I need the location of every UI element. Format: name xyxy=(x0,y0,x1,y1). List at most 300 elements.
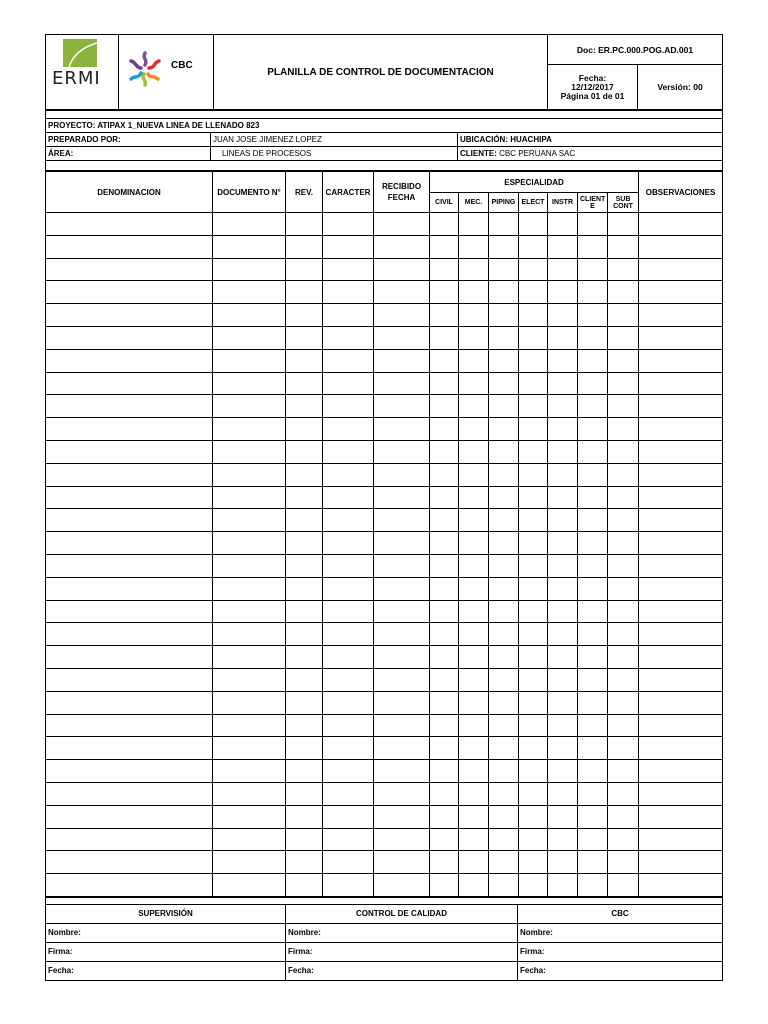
table-cell[interactable] xyxy=(639,258,723,281)
table-cell[interactable] xyxy=(459,395,489,418)
table-cell[interactable] xyxy=(578,737,608,760)
table-cell[interactable] xyxy=(286,577,323,600)
table-cell[interactable] xyxy=(213,281,286,304)
table-cell[interactable] xyxy=(519,874,548,897)
table-cell[interactable] xyxy=(519,372,548,395)
table-cell[interactable] xyxy=(578,326,608,349)
table-cell[interactable] xyxy=(608,486,639,509)
table-cell[interactable] xyxy=(46,874,213,897)
table-cell[interactable] xyxy=(548,326,578,349)
table-cell[interactable] xyxy=(46,760,213,783)
table-cell[interactable] xyxy=(323,828,374,851)
table-cell[interactable] xyxy=(639,532,723,555)
table-cell[interactable] xyxy=(489,281,519,304)
table-cell[interactable] xyxy=(46,235,213,258)
table-cell[interactable] xyxy=(323,668,374,691)
table-cell[interactable] xyxy=(489,668,519,691)
table-cell[interactable] xyxy=(578,258,608,281)
table-cell[interactable] xyxy=(213,805,286,828)
table-cell[interactable] xyxy=(430,326,459,349)
table-cell[interactable] xyxy=(548,395,578,418)
quality-nombre[interactable]: Nombre: xyxy=(286,923,518,942)
table-cell[interactable] xyxy=(608,258,639,281)
table-cell[interactable] xyxy=(286,851,323,874)
table-cell[interactable] xyxy=(323,623,374,646)
table-cell[interactable] xyxy=(459,623,489,646)
table-cell[interactable] xyxy=(489,874,519,897)
table-cell[interactable] xyxy=(578,463,608,486)
table-cell[interactable] xyxy=(578,851,608,874)
table-cell[interactable] xyxy=(489,623,519,646)
table-cell[interactable] xyxy=(46,281,213,304)
table-cell[interactable] xyxy=(578,304,608,327)
table-cell[interactable] xyxy=(213,577,286,600)
table-cell[interactable] xyxy=(213,213,286,236)
table-cell[interactable] xyxy=(489,532,519,555)
table-cell[interactable] xyxy=(548,623,578,646)
table-cell[interactable] xyxy=(548,235,578,258)
table-cell[interactable] xyxy=(46,554,213,577)
table-cell[interactable] xyxy=(608,554,639,577)
table-cell[interactable] xyxy=(459,486,489,509)
table-cell[interactable] xyxy=(489,349,519,372)
table-cell[interactable] xyxy=(548,828,578,851)
table-cell[interactable] xyxy=(213,874,286,897)
table-cell[interactable] xyxy=(459,691,489,714)
table-cell[interactable] xyxy=(578,554,608,577)
table-cell[interactable] xyxy=(608,600,639,623)
table-cell[interactable] xyxy=(459,668,489,691)
table-cell[interactable] xyxy=(519,395,548,418)
table-cell[interactable] xyxy=(519,828,548,851)
table-cell[interactable] xyxy=(519,326,548,349)
table-cell[interactable] xyxy=(548,304,578,327)
table-cell[interactable] xyxy=(578,235,608,258)
table-cell[interactable] xyxy=(286,874,323,897)
table-cell[interactable] xyxy=(489,828,519,851)
table-cell[interactable] xyxy=(430,737,459,760)
table-cell[interactable] xyxy=(323,782,374,805)
table-cell[interactable] xyxy=(430,691,459,714)
table-cell[interactable] xyxy=(459,213,489,236)
table-cell[interactable] xyxy=(459,554,489,577)
table-cell[interactable] xyxy=(286,554,323,577)
table-cell[interactable] xyxy=(323,577,374,600)
table-cell[interactable] xyxy=(323,258,374,281)
table-cell[interactable] xyxy=(286,213,323,236)
table-cell[interactable] xyxy=(323,486,374,509)
table-cell[interactable] xyxy=(374,258,430,281)
table-cell[interactable] xyxy=(548,782,578,805)
table-cell[interactable] xyxy=(213,326,286,349)
table-cell[interactable] xyxy=(459,714,489,737)
table-cell[interactable] xyxy=(489,213,519,236)
table-cell[interactable] xyxy=(46,509,213,532)
table-cell[interactable] xyxy=(489,395,519,418)
table-cell[interactable] xyxy=(430,440,459,463)
table-cell[interactable] xyxy=(608,418,639,441)
table-cell[interactable] xyxy=(639,463,723,486)
table-cell[interactable] xyxy=(323,395,374,418)
table-cell[interactable] xyxy=(578,440,608,463)
table-cell[interactable] xyxy=(430,668,459,691)
table-cell[interactable] xyxy=(213,554,286,577)
table-cell[interactable] xyxy=(286,805,323,828)
table-cell[interactable] xyxy=(46,304,213,327)
table-cell[interactable] xyxy=(459,258,489,281)
table-cell[interactable] xyxy=(548,760,578,783)
table-cell[interactable] xyxy=(323,760,374,783)
table-cell[interactable] xyxy=(639,760,723,783)
table-cell[interactable] xyxy=(459,235,489,258)
supervision-nombre[interactable]: Nombre: xyxy=(46,923,286,942)
table-cell[interactable] xyxy=(548,463,578,486)
table-cell[interactable] xyxy=(286,646,323,669)
table-cell[interactable] xyxy=(323,646,374,669)
table-cell[interactable] xyxy=(46,691,213,714)
table-cell[interactable] xyxy=(489,486,519,509)
table-cell[interactable] xyxy=(286,440,323,463)
table-cell[interactable] xyxy=(548,440,578,463)
table-cell[interactable] xyxy=(639,440,723,463)
table-cell[interactable] xyxy=(374,828,430,851)
table-cell[interactable] xyxy=(489,691,519,714)
table-cell[interactable] xyxy=(578,691,608,714)
table-cell[interactable] xyxy=(286,304,323,327)
table-cell[interactable] xyxy=(519,281,548,304)
table-cell[interactable] xyxy=(578,805,608,828)
table-cell[interactable] xyxy=(608,395,639,418)
table-cell[interactable] xyxy=(323,737,374,760)
table-cell[interactable] xyxy=(459,782,489,805)
table-cell[interactable] xyxy=(459,509,489,532)
table-cell[interactable] xyxy=(578,714,608,737)
table-cell[interactable] xyxy=(374,349,430,372)
table-cell[interactable] xyxy=(639,372,723,395)
table-cell[interactable] xyxy=(578,646,608,669)
table-cell[interactable] xyxy=(519,349,548,372)
table-cell[interactable] xyxy=(608,440,639,463)
table-cell[interactable] xyxy=(459,304,489,327)
table-cell[interactable] xyxy=(639,304,723,327)
table-cell[interactable] xyxy=(519,418,548,441)
table-cell[interactable] xyxy=(323,600,374,623)
table-cell[interactable] xyxy=(578,349,608,372)
table-cell[interactable] xyxy=(578,281,608,304)
table-cell[interactable] xyxy=(374,782,430,805)
table-cell[interactable] xyxy=(430,828,459,851)
table-cell[interactable] xyxy=(639,805,723,828)
table-cell[interactable] xyxy=(548,372,578,395)
table-cell[interactable] xyxy=(430,281,459,304)
table-cell[interactable] xyxy=(374,646,430,669)
table-cell[interactable] xyxy=(578,509,608,532)
quality-fecha[interactable]: Fecha: xyxy=(286,961,518,980)
table-cell[interactable] xyxy=(489,805,519,828)
table-cell[interactable] xyxy=(519,760,548,783)
table-cell[interactable] xyxy=(578,782,608,805)
table-cell[interactable] xyxy=(374,281,430,304)
table-cell[interactable] xyxy=(286,509,323,532)
table-cell[interactable] xyxy=(286,418,323,441)
table-cell[interactable] xyxy=(639,235,723,258)
table-cell[interactable] xyxy=(578,600,608,623)
table-cell[interactable] xyxy=(374,760,430,783)
table-cell[interactable] xyxy=(374,372,430,395)
table-cell[interactable] xyxy=(578,532,608,555)
table-cell[interactable] xyxy=(548,532,578,555)
table-cell[interactable] xyxy=(489,235,519,258)
table-cell[interactable] xyxy=(519,714,548,737)
table-cell[interactable] xyxy=(548,486,578,509)
table-cell[interactable] xyxy=(608,737,639,760)
table-cell[interactable] xyxy=(213,691,286,714)
table-cell[interactable] xyxy=(213,851,286,874)
table-cell[interactable] xyxy=(323,440,374,463)
table-cell[interactable] xyxy=(548,691,578,714)
table-cell[interactable] xyxy=(213,395,286,418)
table-cell[interactable] xyxy=(578,486,608,509)
table-cell[interactable] xyxy=(286,623,323,646)
table-cell[interactable] xyxy=(374,668,430,691)
table-cell[interactable] xyxy=(548,874,578,897)
table-cell[interactable] xyxy=(323,281,374,304)
table-cell[interactable] xyxy=(374,577,430,600)
table-cell[interactable] xyxy=(46,258,213,281)
table-cell[interactable] xyxy=(459,349,489,372)
table-cell[interactable] xyxy=(213,646,286,669)
table-cell[interactable] xyxy=(430,235,459,258)
table-cell[interactable] xyxy=(46,372,213,395)
table-cell[interactable] xyxy=(489,577,519,600)
table-cell[interactable] xyxy=(519,463,548,486)
table-cell[interactable] xyxy=(519,805,548,828)
table-cell[interactable] xyxy=(46,532,213,555)
table-cell[interactable] xyxy=(46,646,213,669)
table-cell[interactable] xyxy=(374,440,430,463)
table-cell[interactable] xyxy=(286,326,323,349)
table-cell[interactable] xyxy=(489,600,519,623)
table-cell[interactable] xyxy=(548,600,578,623)
table-cell[interactable] xyxy=(578,577,608,600)
table-cell[interactable] xyxy=(374,326,430,349)
table-cell[interactable] xyxy=(323,509,374,532)
table-cell[interactable] xyxy=(548,213,578,236)
table-cell[interactable] xyxy=(374,395,430,418)
table-cell[interactable] xyxy=(639,691,723,714)
table-cell[interactable] xyxy=(323,463,374,486)
table-cell[interactable] xyxy=(430,851,459,874)
table-cell[interactable] xyxy=(639,326,723,349)
table-cell[interactable] xyxy=(286,714,323,737)
table-cell[interactable] xyxy=(430,213,459,236)
table-cell[interactable] xyxy=(548,349,578,372)
table-cell[interactable] xyxy=(46,828,213,851)
table-cell[interactable] xyxy=(548,281,578,304)
table-cell[interactable] xyxy=(608,372,639,395)
table-cell[interactable] xyxy=(519,668,548,691)
table-cell[interactable] xyxy=(639,349,723,372)
table-cell[interactable] xyxy=(639,395,723,418)
table-cell[interactable] xyxy=(608,235,639,258)
table-cell[interactable] xyxy=(46,737,213,760)
table-cell[interactable] xyxy=(639,418,723,441)
table-cell[interactable] xyxy=(374,213,430,236)
table-cell[interactable] xyxy=(459,463,489,486)
table-cell[interactable] xyxy=(639,851,723,874)
table-cell[interactable] xyxy=(374,554,430,577)
table-cell[interactable] xyxy=(46,805,213,828)
table-cell[interactable] xyxy=(459,372,489,395)
table-cell[interactable] xyxy=(286,349,323,372)
table-cell[interactable] xyxy=(489,851,519,874)
table-cell[interactable] xyxy=(213,600,286,623)
table-cell[interactable] xyxy=(286,737,323,760)
table-cell[interactable] xyxy=(286,372,323,395)
table-cell[interactable] xyxy=(430,304,459,327)
table-cell[interactable] xyxy=(548,668,578,691)
table-cell[interactable] xyxy=(608,874,639,897)
table-cell[interactable] xyxy=(459,805,489,828)
table-cell[interactable] xyxy=(459,600,489,623)
table-cell[interactable] xyxy=(608,828,639,851)
table-cell[interactable] xyxy=(489,463,519,486)
table-cell[interactable] xyxy=(213,714,286,737)
table-cell[interactable] xyxy=(608,304,639,327)
table-cell[interactable] xyxy=(639,782,723,805)
table-cell[interactable] xyxy=(430,532,459,555)
table-cell[interactable] xyxy=(459,577,489,600)
table-cell[interactable] xyxy=(46,395,213,418)
table-cell[interactable] xyxy=(374,532,430,555)
table-cell[interactable] xyxy=(519,554,548,577)
table-cell[interactable] xyxy=(430,486,459,509)
table-cell[interactable] xyxy=(639,281,723,304)
table-cell[interactable] xyxy=(323,714,374,737)
table-cell[interactable] xyxy=(459,326,489,349)
table-cell[interactable] xyxy=(519,258,548,281)
table-cell[interactable] xyxy=(46,668,213,691)
table-cell[interactable] xyxy=(374,235,430,258)
table-cell[interactable] xyxy=(46,851,213,874)
table-cell[interactable] xyxy=(548,577,578,600)
table-cell[interactable] xyxy=(608,281,639,304)
table-cell[interactable] xyxy=(430,805,459,828)
table-cell[interactable] xyxy=(213,372,286,395)
table-cell[interactable] xyxy=(639,668,723,691)
table-cell[interactable] xyxy=(323,349,374,372)
quality-firma[interactable]: Firma: xyxy=(286,942,518,961)
table-cell[interactable] xyxy=(639,714,723,737)
table-cell[interactable] xyxy=(608,691,639,714)
table-cell[interactable] xyxy=(430,714,459,737)
table-cell[interactable] xyxy=(519,440,548,463)
table-cell[interactable] xyxy=(578,623,608,646)
table-cell[interactable] xyxy=(578,213,608,236)
cbc-firma[interactable]: Firma: xyxy=(518,942,723,961)
table-cell[interactable] xyxy=(519,600,548,623)
table-cell[interactable] xyxy=(639,213,723,236)
table-cell[interactable] xyxy=(430,600,459,623)
table-cell[interactable] xyxy=(323,532,374,555)
table-cell[interactable] xyxy=(430,760,459,783)
table-cell[interactable] xyxy=(430,395,459,418)
table-cell[interactable] xyxy=(578,372,608,395)
table-cell[interactable] xyxy=(459,646,489,669)
table-cell[interactable] xyxy=(578,395,608,418)
table-cell[interactable] xyxy=(213,440,286,463)
table-cell[interactable] xyxy=(519,782,548,805)
table-cell[interactable] xyxy=(286,486,323,509)
table-cell[interactable] xyxy=(430,418,459,441)
table-cell[interactable] xyxy=(608,805,639,828)
table-cell[interactable] xyxy=(608,714,639,737)
table-cell[interactable] xyxy=(519,691,548,714)
table-cell[interactable] xyxy=(578,668,608,691)
table-cell[interactable] xyxy=(323,304,374,327)
table-cell[interactable] xyxy=(578,418,608,441)
table-cell[interactable] xyxy=(639,577,723,600)
table-cell[interactable] xyxy=(489,304,519,327)
table-cell[interactable] xyxy=(489,372,519,395)
table-cell[interactable] xyxy=(374,600,430,623)
table-cell[interactable] xyxy=(639,646,723,669)
table-cell[interactable] xyxy=(639,486,723,509)
cbc-fecha[interactable]: Fecha: xyxy=(518,961,723,980)
table-cell[interactable] xyxy=(323,418,374,441)
table-cell[interactable] xyxy=(374,737,430,760)
table-cell[interactable] xyxy=(323,554,374,577)
table-cell[interactable] xyxy=(548,509,578,532)
table-cell[interactable] xyxy=(46,418,213,441)
table-cell[interactable] xyxy=(639,828,723,851)
table-cell[interactable] xyxy=(459,281,489,304)
table-cell[interactable] xyxy=(286,782,323,805)
table-cell[interactable] xyxy=(608,646,639,669)
table-cell[interactable] xyxy=(374,304,430,327)
table-cell[interactable] xyxy=(213,737,286,760)
table-cell[interactable] xyxy=(578,760,608,783)
table-cell[interactable] xyxy=(519,486,548,509)
table-cell[interactable] xyxy=(430,646,459,669)
table-cell[interactable] xyxy=(323,805,374,828)
table-cell[interactable] xyxy=(374,691,430,714)
table-cell[interactable] xyxy=(46,440,213,463)
supervision-fecha[interactable]: Fecha: xyxy=(46,961,286,980)
table-cell[interactable] xyxy=(608,668,639,691)
table-cell[interactable] xyxy=(608,509,639,532)
table-cell[interactable] xyxy=(608,326,639,349)
table-cell[interactable] xyxy=(519,235,548,258)
table-cell[interactable] xyxy=(459,874,489,897)
table-cell[interactable] xyxy=(578,874,608,897)
table-cell[interactable] xyxy=(519,851,548,874)
table-cell[interactable] xyxy=(323,874,374,897)
table-cell[interactable] xyxy=(639,874,723,897)
table-cell[interactable] xyxy=(213,623,286,646)
table-cell[interactable] xyxy=(548,418,578,441)
table-cell[interactable] xyxy=(286,235,323,258)
table-cell[interactable] xyxy=(578,828,608,851)
table-cell[interactable] xyxy=(608,623,639,646)
table-cell[interactable] xyxy=(430,623,459,646)
table-cell[interactable] xyxy=(46,714,213,737)
table-cell[interactable] xyxy=(519,577,548,600)
table-cell[interactable] xyxy=(374,623,430,646)
table-cell[interactable] xyxy=(213,509,286,532)
table-cell[interactable] xyxy=(374,851,430,874)
table-cell[interactable] xyxy=(489,554,519,577)
